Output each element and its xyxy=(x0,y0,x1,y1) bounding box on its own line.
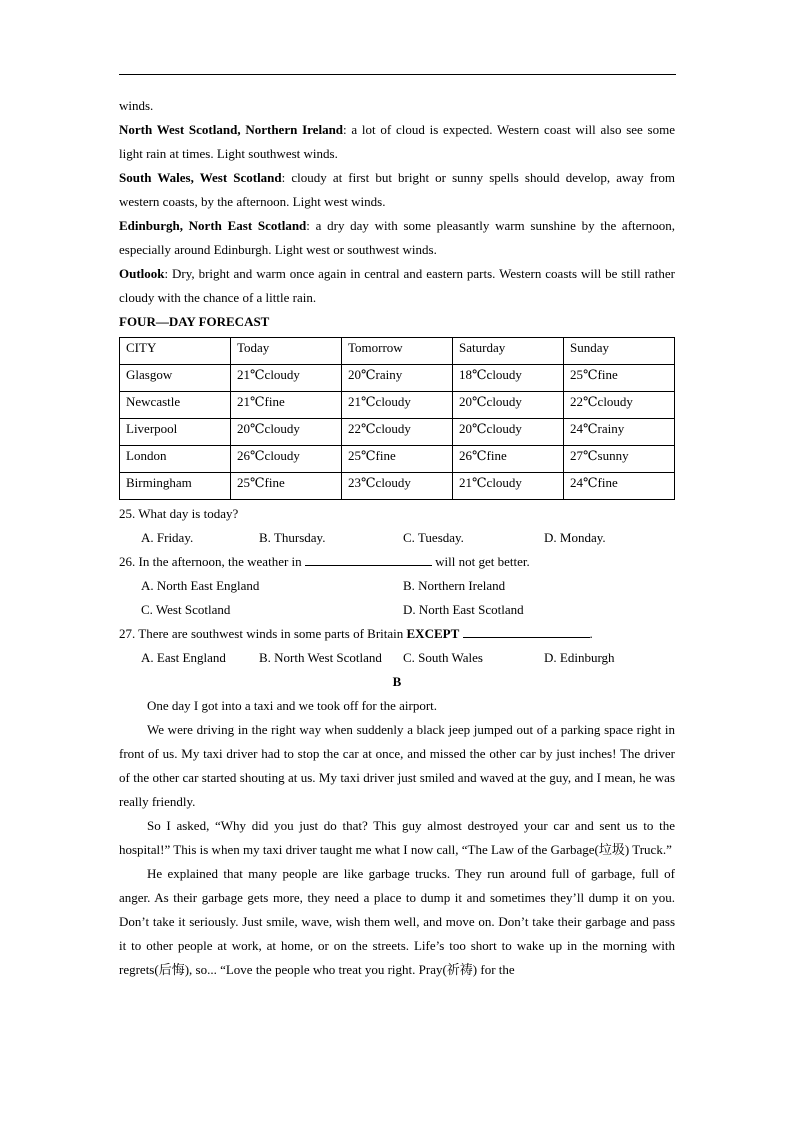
passage-paragraph: So I asked, “Why did you just do that? This guy almost destroyed your car and sent us to the hospital!” This is when my taxi driver taught me what I now call, “The Law of the Garbage(垃圾) Truck.” xyxy=(119,818,675,857)
table-cell: 21℃fine xyxy=(231,392,342,419)
table-cell: Glasgow xyxy=(120,365,231,392)
option-a[interactable]: A. Friday. xyxy=(141,530,194,545)
forecast-title: FOUR—DAY FORECAST xyxy=(119,314,270,329)
option-d[interactable]: D. Edinburgh xyxy=(544,650,615,665)
question-25-stem: 25. What day is today? xyxy=(119,506,239,521)
table-cell: 25℃fine xyxy=(231,473,342,500)
option-a[interactable]: A. East England xyxy=(141,650,226,665)
region-text: : Dry, bright and warm once again in central and eastern parts. Western coasts will be still rather cloudy with the chance of a little rain. xyxy=(119,266,675,305)
section-heading: B xyxy=(392,674,402,689)
table-cell: 21℃cloudy xyxy=(231,365,342,392)
header-rule xyxy=(119,74,676,75)
region-text: : cloudy at first but bright or sunny spells should develop, away from western coasts, by the afternoon. Light west winds. xyxy=(119,170,675,209)
question-stem-text: . xyxy=(589,626,593,641)
table-cell: 20℃cloudy xyxy=(453,392,564,419)
table-cell: Birmingham xyxy=(120,473,231,500)
question-stem-text: 26. In the afternoon, the weather in xyxy=(119,554,302,569)
question-27-stem xyxy=(119,622,675,646)
table-cell: 21℃cloudy xyxy=(453,473,564,500)
option-b[interactable]: B. North West Scotland xyxy=(259,650,382,665)
table-row xyxy=(120,419,675,446)
forecast-table xyxy=(119,337,675,500)
table-cell: 24℃fine xyxy=(564,473,675,500)
passage-paragraph: One day I got into a taxi and we took off for the airport. xyxy=(147,698,438,713)
table-header-cell: CITY xyxy=(120,338,231,365)
passage-paragraph: He explained that many people are like garbage trucks. They run around full of garbage, full of anger. As their garbage gets more, they need a place to dump it and sometimes they’ll dump it on you. Don’t take it seriously. Just smile, wave, wish them well, and move on. Don’t take their garbage and pass it to other people at work, at home, or on the streets. Life’s too short to wake up in the morning with regrets(后悔), so... “Love the people who treat you right. Pray(祈祷) for the xyxy=(119,866,675,977)
table-cell: 24℃rainy xyxy=(564,419,675,446)
table-cell: 20℃cloudy xyxy=(231,419,342,446)
option-a[interactable]: A. North East England xyxy=(141,578,260,593)
region-name: Edinburgh, North East Scotland xyxy=(119,218,307,233)
option-c[interactable]: C. West Scotland xyxy=(141,602,231,617)
table-cell: 25℃fine xyxy=(564,365,675,392)
table-row xyxy=(120,392,675,419)
table-row xyxy=(120,446,675,473)
table-cell: 20℃cloudy xyxy=(453,419,564,446)
page-content xyxy=(119,94,675,982)
region-name: North West Scotland, Northern Ireland xyxy=(119,122,344,137)
table-cell: 22℃cloudy xyxy=(564,392,675,419)
table-cell: 22℃cloudy xyxy=(342,419,453,446)
question-25-options xyxy=(119,526,675,550)
table-cell: Newcastle xyxy=(120,392,231,419)
region-name: South Wales, West Scotland xyxy=(119,170,282,185)
question-stem-emphasis: EXCEPT xyxy=(406,626,460,641)
table-header-cell: Tomorrow xyxy=(342,338,453,365)
question-26-options-row-2 xyxy=(119,598,675,622)
table-cell: 23℃cloudy xyxy=(342,473,453,500)
table-header-cell: Sunday xyxy=(564,338,675,365)
option-b[interactable]: B. Northern Ireland xyxy=(403,578,506,593)
region-south-wales xyxy=(119,166,675,214)
table-row xyxy=(120,365,675,392)
option-d[interactable]: D. Monday. xyxy=(544,530,606,545)
region-outlook xyxy=(119,262,675,310)
table-header-row xyxy=(120,338,675,365)
table-header-cell: Today xyxy=(231,338,342,365)
option-c[interactable]: C. Tuesday. xyxy=(403,530,464,545)
question-stem-text: 27. There are southwest winds in some parts of Britain xyxy=(119,626,404,641)
table-cell: London xyxy=(120,446,231,473)
question-26-stem xyxy=(119,550,675,574)
region-name: Outlook xyxy=(119,266,165,281)
region-text: : a lot of cloud is expected. Western coast will also see some light rain at times. Light southwest winds. xyxy=(119,122,675,161)
table-cell: 26℃cloudy xyxy=(231,446,342,473)
question-27-options xyxy=(119,646,675,670)
option-c[interactable]: C. South Wales xyxy=(403,650,483,665)
table-cell: 20℃rainy xyxy=(342,365,453,392)
table-cell: Liverpool xyxy=(120,419,231,446)
table-cell: 18℃cloudy xyxy=(453,365,564,392)
answer-blank[interactable] xyxy=(305,551,432,566)
question-26-options-row-1 xyxy=(119,574,675,598)
table-cell: 27℃sunny xyxy=(564,446,675,473)
continued-fragment: winds. xyxy=(119,98,154,113)
region-edinburgh xyxy=(119,214,675,262)
table-cell: 26℃fine xyxy=(453,446,564,473)
option-b[interactable]: B. Thursday. xyxy=(259,530,326,545)
table-cell: 25℃fine xyxy=(342,446,453,473)
answer-blank[interactable] xyxy=(463,623,590,638)
region-nw-scotland xyxy=(119,118,675,166)
table-row xyxy=(120,473,675,500)
region-text: : a dry day with some pleasantly warm sunshine by the afternoon, especially around Edinburgh. Light west or southwest winds. xyxy=(119,218,675,257)
passage-paragraph: We were driving in the right way when suddenly a black jeep jumped out of a parking space right in front of us. My taxi driver had to stop the car at once, and missed the other car by just inches! The driver of the other car started shouting at us. My taxi driver just smiled and waved at the guy, and I mean, he was really friendly. xyxy=(119,722,675,809)
question-stem-text: will not get better. xyxy=(435,554,530,569)
option-d[interactable]: D. North East Scotland xyxy=(403,602,524,617)
table-header-cell: Saturday xyxy=(453,338,564,365)
table-cell: 21℃cloudy xyxy=(342,392,453,419)
